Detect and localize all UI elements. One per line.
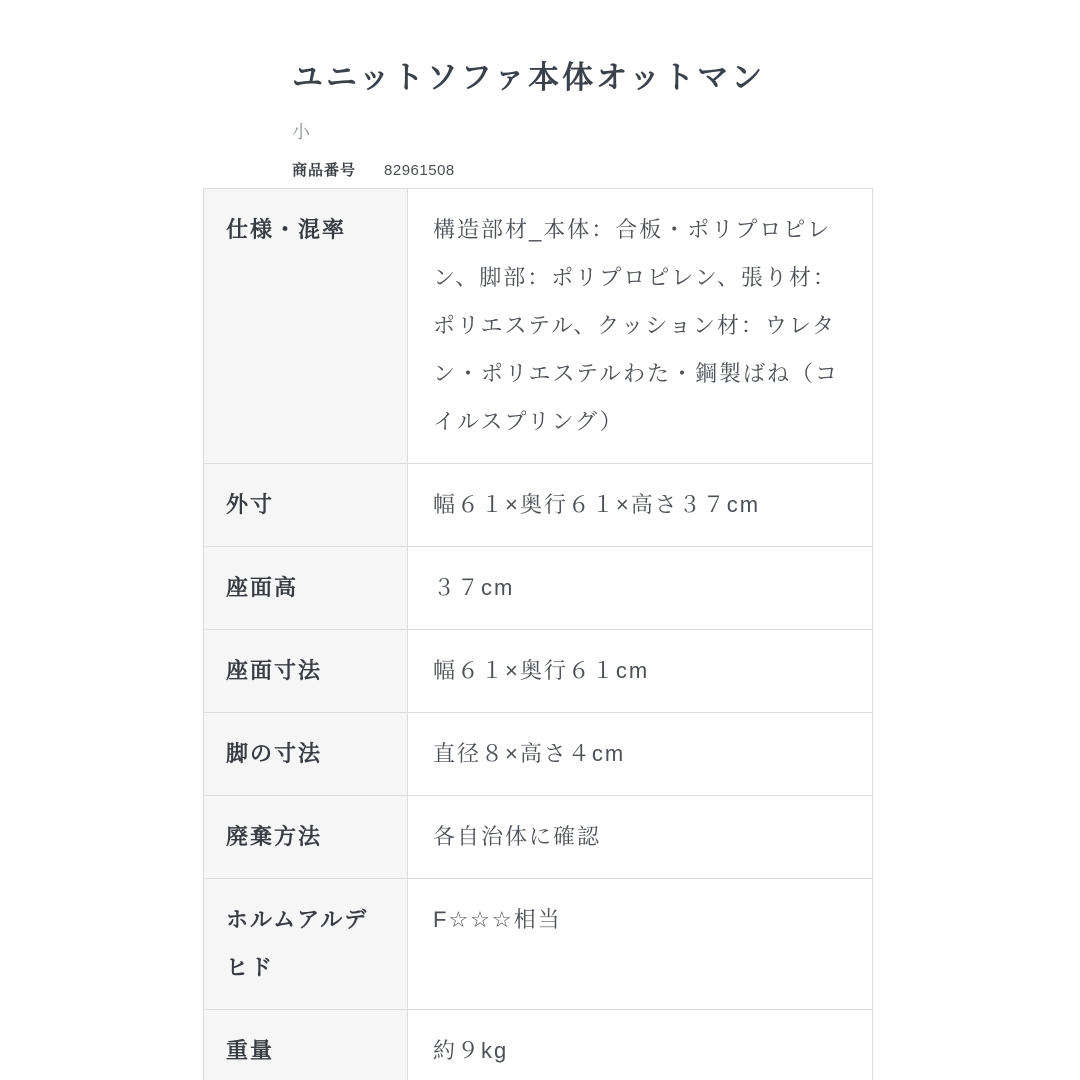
spec-value: 幅６１×奥行６１×高さ３７cm: [408, 464, 872, 546]
spec-label: 脚の寸法: [204, 713, 408, 795]
table-row: [204, 1010, 872, 1080]
table-row: [204, 796, 872, 879]
spec-label: ホルムアルデヒド: [204, 879, 408, 1009]
product-number-value: 82961508: [384, 162, 455, 179]
table-row: [204, 547, 872, 630]
spec-value: 構造部材_本体：合板・ポリプロピレン、脚部：ポリプロピレン、張り材：ポリエステル、クッション材：ウレタン・ポリエステルわた・鋼製ばね（コイルスプリング）: [408, 189, 872, 463]
spec-label: 座面高: [204, 547, 408, 629]
spec-value: 直径８×高さ４cm: [408, 713, 872, 795]
page-title: ユニットソファ本体オットマン: [292, 60, 766, 95]
table-row: [204, 630, 872, 713]
spec-label: 重量: [204, 1010, 408, 1080]
table-row: [204, 713, 872, 796]
table-row: [204, 464, 872, 547]
product-variant-label: 小: [292, 122, 311, 142]
product-header: [292, 58, 892, 181]
spec-value: 約９kg: [408, 1010, 872, 1080]
spec-table: [203, 188, 873, 1080]
spec-label: 廃棄方法: [204, 796, 408, 878]
table-row: [204, 189, 872, 464]
spec-value: F☆☆☆相当: [408, 879, 872, 1009]
spec-label: 外寸: [204, 464, 408, 546]
spec-value: 各自治体に確認: [408, 796, 872, 878]
spec-label: 仕様・混率: [204, 189, 408, 463]
spec-value: ３７cm: [408, 547, 872, 629]
product-number-row: [292, 161, 892, 181]
spec-label: 座面寸法: [204, 630, 408, 712]
spec-value: 幅６１×奥行６１cm: [408, 630, 872, 712]
product-number-label: 商品番号: [292, 162, 357, 179]
table-row: [204, 879, 872, 1010]
